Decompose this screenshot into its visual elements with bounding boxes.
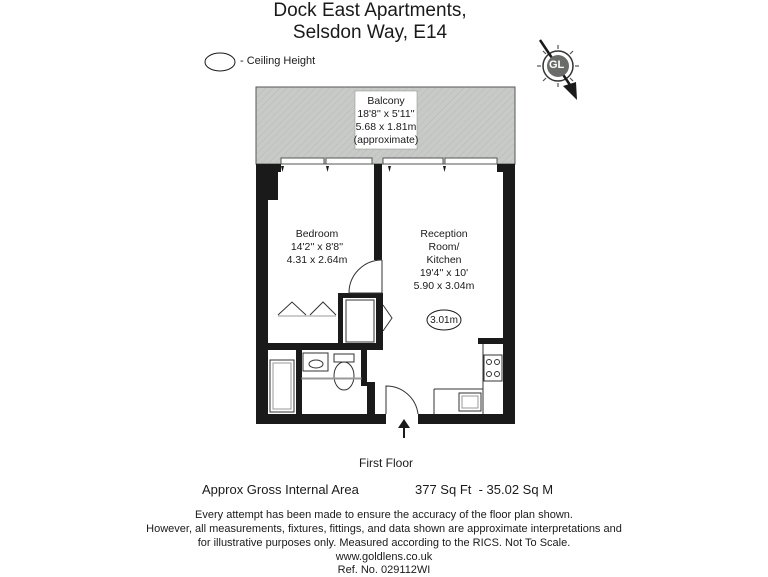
balcony-imperial: 18'8'' x 5'11'' (357, 108, 415, 120)
gross-area-label: Approx Gross Internal Area (202, 482, 359, 497)
disclaimer-line-3: for illustrative purposes only. Measured according to the RICS. Not To Scale. (197, 537, 571, 549)
bathroom-fixtures (270, 353, 361, 412)
balcony-metric: 5.68 x 1.81m (355, 121, 417, 133)
bedroom-metric: 4.31 x 2.64m (286, 254, 348, 266)
reference-number: Ref. No. 029112WI (337, 564, 431, 576)
compass-logo-text: GL (549, 59, 565, 71)
reception-imperial: 19'4'' x 10' (419, 267, 469, 279)
disclaimer-line-2: However, all measurements, fixtures, fittings, and data shown are approximate interpretations and (146, 523, 622, 535)
ceiling-height-legend-label: - Ceiling Height (240, 55, 316, 67)
walls (256, 164, 515, 424)
title-line-2: Selsdon Way, E14 (292, 22, 448, 43)
website-link[interactable]: www.goldlens.co.uk (335, 551, 433, 563)
kitchen-fittings (434, 344, 502, 414)
title-line-1: Dock East Apartments, (273, 0, 467, 21)
balcony-note: (approximate) (353, 134, 419, 146)
balcony-doors (281, 158, 497, 164)
disclaimer-line-1: Every attempt has been made to ensure the accuracy of the floor plan shown. (195, 509, 573, 521)
ceiling-height-legend-symbol (205, 53, 235, 71)
floor-label: First Floor (359, 456, 413, 470)
reception-metric: 5.90 x 3.04m (413, 280, 475, 292)
bedroom-name: Bedroom (295, 228, 339, 240)
reception-name-line-1: Reception (420, 228, 468, 240)
reception-name-line-2: Room/ (428, 241, 460, 253)
reception-name-line-3: Kitchen (426, 254, 462, 266)
gross-area-value: 377 Sq Ft - 35.02 Sq M (415, 482, 554, 497)
ceiling-height-value: 3.01m (430, 315, 458, 326)
entrance-arrow-icon (398, 419, 410, 438)
balcony-name: Balcony (367, 95, 405, 107)
bedroom-imperial: 14'2'' x 8'8'' (290, 241, 344, 253)
